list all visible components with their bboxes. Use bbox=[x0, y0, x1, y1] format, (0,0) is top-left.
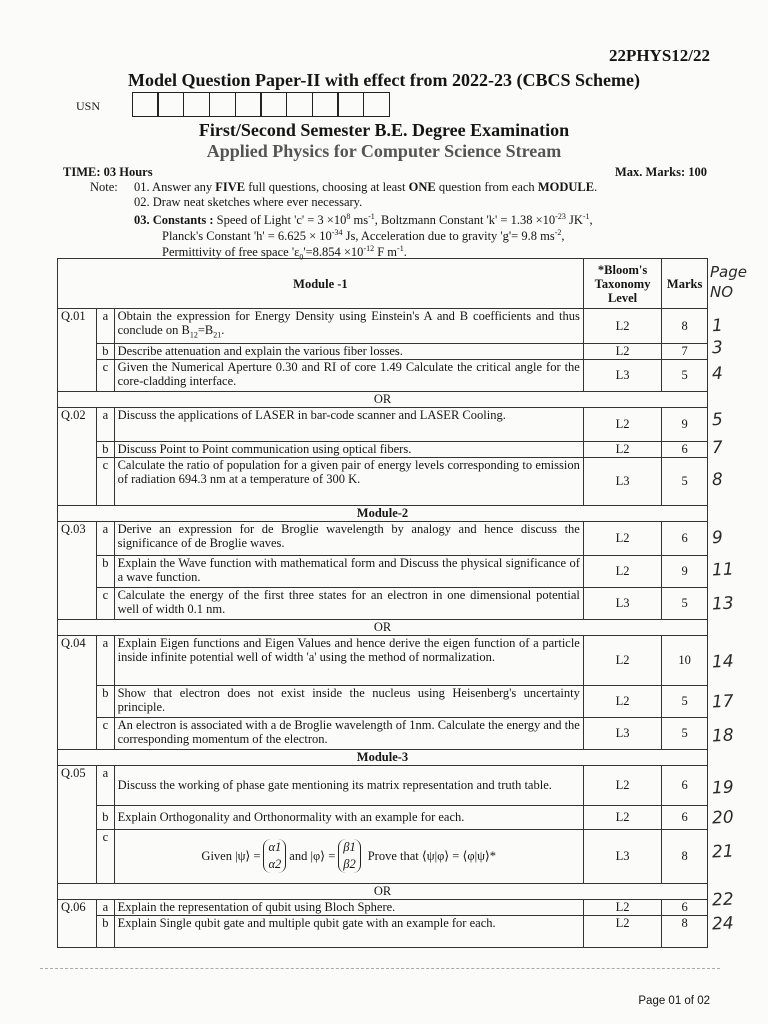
blooms-level: L2 bbox=[583, 915, 661, 947]
sub-label: a bbox=[97, 899, 114, 915]
blooms-level: L3 bbox=[583, 587, 661, 619]
question-text: Obtain the expression for Energy Density using Einstein's A and B coefficients and thus conclude on $B_{12}=B_{21}$. bbox=[114, 309, 583, 344]
sub-label: b bbox=[97, 343, 114, 359]
question-text: Explain Single qubit gate and multiple qubit gate with an example for each. bbox=[114, 915, 583, 947]
marks-value: 6 bbox=[662, 521, 708, 555]
sub-label: c bbox=[97, 717, 114, 749]
marks-value: 6 bbox=[662, 765, 708, 805]
handwritten-page-number: 17 bbox=[711, 691, 735, 713]
blooms-level: L2 bbox=[583, 309, 661, 344]
handwritten-page-number: 24 bbox=[711, 913, 735, 935]
module-1-header: Module -1 bbox=[58, 259, 584, 309]
marks-value: 8 bbox=[662, 309, 708, 344]
blooms-level: L2 bbox=[583, 521, 661, 555]
blooms-level: L2 bbox=[583, 343, 661, 359]
handwritten-page-number: 4 bbox=[711, 363, 724, 385]
sub-label: b bbox=[97, 915, 114, 947]
blooms-header: *Bloom's Taxonomy Level bbox=[583, 259, 661, 309]
handwritten-page-number: 8 bbox=[711, 469, 724, 491]
sub-label: a bbox=[97, 765, 114, 805]
marks-value: 9 bbox=[662, 407, 708, 441]
usn-box[interactable] bbox=[286, 92, 313, 117]
sub-label: c bbox=[97, 457, 114, 505]
sub-label: c bbox=[97, 587, 114, 619]
blooms-level: L3 bbox=[583, 829, 661, 883]
table-row bbox=[58, 407, 708, 441]
handwritten-page-number: 14 bbox=[711, 651, 735, 673]
question-text: Explain Orthogonality and Orthonormality with an example for each. bbox=[114, 805, 583, 829]
sub-label: a bbox=[97, 407, 114, 441]
usn-box[interactable] bbox=[312, 92, 339, 117]
math-expression: Given |ψ⟩ = α1 α2 and |φ⟩ = β1 β2 Prove that ⟨ψ|φ⟩ = ⟨φ|ψ⟩* bbox=[201, 840, 497, 871]
question-text: Explain the representation of qubit using Bloch Sphere. bbox=[114, 899, 583, 915]
question-number: Q.06 bbox=[58, 899, 97, 947]
table-row bbox=[58, 685, 708, 717]
table-row bbox=[58, 441, 708, 457]
table-row bbox=[58, 717, 708, 749]
question-number: Q.04 bbox=[58, 635, 97, 749]
table-row bbox=[58, 587, 708, 619]
marks-value: 5 bbox=[662, 685, 708, 717]
max-marks: Max. Marks: 100 bbox=[615, 165, 707, 179]
table-row bbox=[58, 829, 708, 883]
usn-box[interactable] bbox=[132, 92, 159, 117]
or-divider: OR bbox=[58, 883, 708, 899]
question-number: Q.02 bbox=[58, 407, 97, 505]
marks-value: 8 bbox=[662, 915, 708, 947]
handwritten-page-header: Page NO bbox=[710, 263, 747, 301]
sub-label: a bbox=[97, 521, 114, 555]
sub-label: a bbox=[97, 635, 114, 685]
note-2: 02. Draw neat sketches where ever necessary. bbox=[134, 195, 363, 209]
handwritten-page-number: 13 bbox=[711, 593, 735, 615]
note-3: 03. Constants : Speed of Light '$c' = 3 \times 10^8$ $ms^{-1}$, Boltzmann Constant '$k' = 1.38 \times 10^{-23}$ $JK^{-1}$, bbox=[134, 212, 593, 228]
blooms-level: L2 bbox=[583, 441, 661, 457]
marks-value: 9 bbox=[662, 555, 708, 587]
handwritten-page-number: 9 bbox=[711, 527, 724, 549]
handwritten-page-number: 20 bbox=[711, 807, 735, 829]
handwritten-page-number: 1 bbox=[711, 315, 724, 337]
question-text: Explain Eigen functions and Eigen Values and hence derive the eigen function of a particle inside infinite potential well of width 'a' using the method of normalization. bbox=[114, 635, 583, 685]
blooms-level: L2 bbox=[583, 805, 661, 829]
blooms-level: L2 bbox=[583, 555, 661, 587]
question-number: Q.05 bbox=[58, 765, 97, 883]
table-row bbox=[58, 309, 708, 344]
table-row bbox=[58, 805, 708, 829]
usn-box[interactable] bbox=[183, 92, 210, 117]
blooms-level: L3 bbox=[583, 717, 661, 749]
handwritten-page-number: 5 bbox=[711, 409, 724, 431]
table-row bbox=[58, 343, 708, 359]
sub-label: b bbox=[97, 441, 114, 457]
question-text: Show that electron does not exist inside the nucleus using Heisenberg's uncertainty principle. bbox=[114, 685, 583, 717]
marks-value: 5 bbox=[662, 587, 708, 619]
handwritten-page-number: 22 bbox=[711, 889, 735, 911]
blooms-level: L2 bbox=[583, 685, 661, 717]
sub-label: b bbox=[97, 555, 114, 587]
handwritten-page-number: 21 bbox=[711, 841, 735, 863]
table-row bbox=[58, 915, 708, 947]
note-1: 01. Answer any FIVE full questions, choosing at least ONE question from each MODULE. bbox=[134, 180, 598, 194]
marks-value: 7 bbox=[662, 343, 708, 359]
marks-value: 5 bbox=[662, 457, 708, 505]
blooms-level: L2 bbox=[583, 899, 661, 915]
usn-boxes[interactable] bbox=[133, 92, 390, 117]
table-row bbox=[58, 521, 708, 555]
module-2-header: Module-2 bbox=[58, 505, 708, 521]
or-divider: OR bbox=[58, 391, 708, 407]
blooms-level: L3 bbox=[583, 359, 661, 391]
psi-vector: α1 α2 bbox=[263, 839, 286, 873]
or-divider: OR bbox=[58, 619, 708, 635]
usn-box[interactable] bbox=[235, 92, 262, 117]
table-row bbox=[58, 359, 708, 391]
subject-title: Applied Physics for Computer Science Stream bbox=[206, 141, 562, 161]
question-table bbox=[57, 258, 708, 948]
table-row bbox=[58, 457, 708, 505]
question-text: Derive an expression for de Broglie wavelength by analogy and hence discuss the significance of de Broglie waves. bbox=[114, 521, 583, 555]
question-number: Q.03 bbox=[58, 521, 97, 619]
blooms-level: L2 bbox=[583, 407, 661, 441]
handwritten-page-number: 11 bbox=[711, 559, 735, 581]
marks-value: 6 bbox=[662, 441, 708, 457]
footer-divider bbox=[40, 968, 720, 969]
question-text: Calculate the ratio of population for a given pair of energy levels corresponding to emission of radiation 694.3 nm at a temperature of 300 K. bbox=[114, 457, 583, 505]
sub-label: a bbox=[97, 309, 114, 344]
handwritten-page-number: 18 bbox=[711, 725, 735, 747]
note-5: Permittivity of free space '$\varepsilon_0'=8.854 \times 10^{-12}$ F $m^{-1}$. bbox=[162, 244, 407, 262]
marks-value: 10 bbox=[662, 635, 708, 685]
blooms-level: L3 bbox=[583, 457, 661, 505]
sub-label: c bbox=[97, 359, 114, 391]
table-row bbox=[58, 555, 708, 587]
handwritten-page-number: 19 bbox=[711, 777, 735, 799]
question-text: An electron is associated with a de Broglie wavelength of 1nm. Calculate the energy and the corresponding momentum of the electron. bbox=[114, 717, 583, 749]
blooms-level: L2 bbox=[583, 635, 661, 685]
question-text: Discuss Point to Point communication using optical fibers. bbox=[114, 441, 583, 457]
note-4: Planck's Constant '$h' = 6.625 \times 10^{-34}$ Js, Acceleration due to gravity 'g'= 9.8 $ms^{-2}$, bbox=[162, 228, 565, 244]
table-row bbox=[58, 765, 708, 805]
question-text: Explain the Wave function with mathematical form and Discuss the physical significance of a wave function. bbox=[114, 555, 583, 587]
usn-box[interactable] bbox=[157, 92, 184, 117]
paper-code: 22PHYS12/22 bbox=[608, 46, 710, 65]
marks-header: Marks bbox=[662, 259, 708, 309]
usn-box[interactable] bbox=[209, 92, 236, 117]
page-number: Page 01 of 02 bbox=[638, 995, 710, 1007]
question-text bbox=[114, 829, 583, 883]
handwritten-page-number: 3 bbox=[711, 337, 724, 359]
paper-title: Model Question Paper-II with effect from 2022-23 (CBCS Scheme) bbox=[128, 70, 640, 90]
table-row bbox=[58, 635, 708, 685]
marks-value: 8 bbox=[662, 829, 708, 883]
phi-vector: β1 β2 bbox=[338, 839, 360, 873]
usn-label: USN bbox=[76, 99, 101, 113]
question-text: Given the Numerical Aperture 0.30 and RI of core 1.49 Calculate the critical angle for the core-cladding interface. bbox=[114, 359, 583, 391]
marks-value: 6 bbox=[662, 805, 708, 829]
module-3-header: Module-3 bbox=[58, 749, 708, 765]
question-text: Calculate the energy of the first three states for an electron in one dimensional potential well of width 0.1 nm. bbox=[114, 587, 583, 619]
sub-label: b bbox=[97, 805, 114, 829]
question-number: Q.01 bbox=[58, 309, 97, 392]
usn-box[interactable] bbox=[337, 92, 364, 117]
handwritten-page-number: 7 bbox=[711, 437, 724, 459]
marks-value: 5 bbox=[662, 717, 708, 749]
question-text: Describe attenuation and explain the various fiber losses. bbox=[114, 343, 583, 359]
usn-box[interactable] bbox=[260, 92, 287, 117]
blooms-level: L2 bbox=[583, 765, 661, 805]
question-text: Discuss the working of phase gate mentioning its matrix representation and truth table. bbox=[114, 765, 583, 805]
sub-label: c bbox=[97, 829, 114, 883]
marks-value: 6 bbox=[662, 899, 708, 915]
marks-value: 5 bbox=[662, 359, 708, 391]
exam-title: First/Second Semester B.E. Degree Examination bbox=[198, 120, 570, 140]
sub-label: b bbox=[97, 685, 114, 717]
table-row bbox=[58, 899, 708, 915]
usn-box[interactable] bbox=[363, 92, 390, 117]
question-text: Discuss the applications of LASER in bar-code scanner and LASER Cooling. bbox=[114, 407, 583, 441]
time-label: TIME: 03 Hours bbox=[63, 165, 153, 179]
note-label: Note: bbox=[90, 180, 118, 194]
